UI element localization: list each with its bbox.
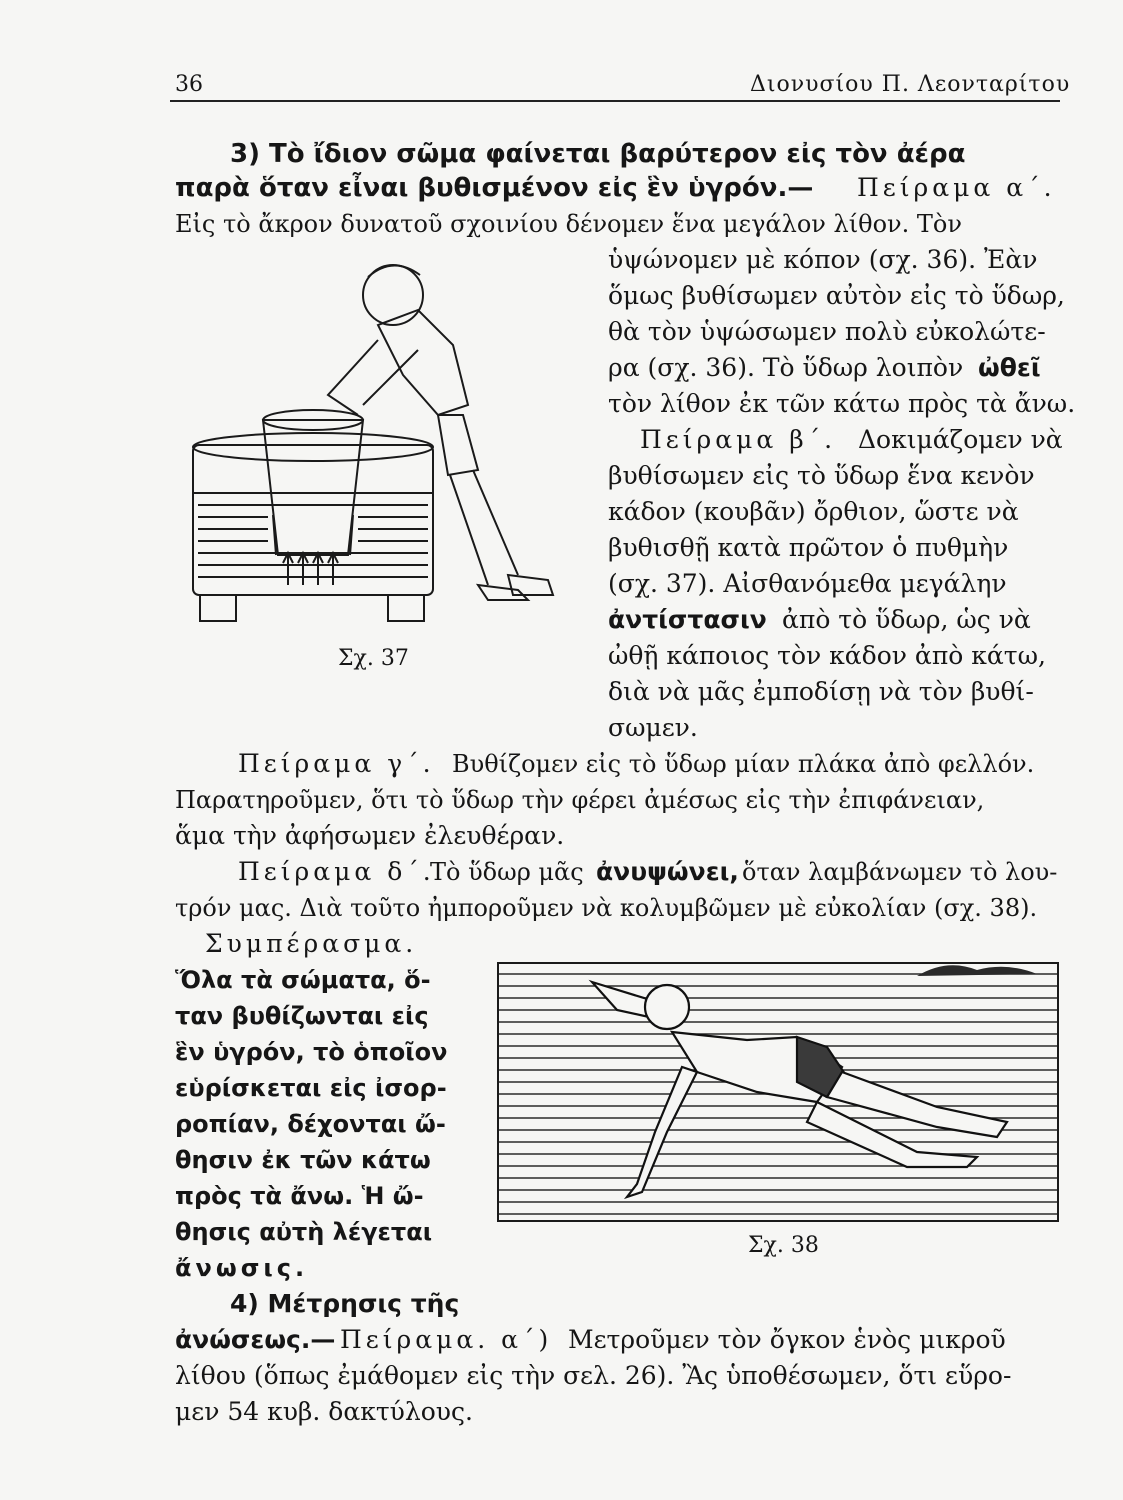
figure-37-illustration	[188, 255, 573, 625]
text-line: Πείραμα β΄.	[640, 425, 837, 454]
text-line: Ὅλα τὰ σώματα, ὅ-	[175, 966, 431, 994]
text-line: Πείραμα α΄.	[857, 173, 1056, 202]
text-line: λίθου (ὅπως ἐμάθομεν εἰς τὴν σελ. 26). Ἂς ὑποθέσωμεν, ὅτι εὕρο-	[175, 1361, 1012, 1390]
text-line: Παρατηροῦμεν, ὅτι τὸ ὕδωρ τὴν φέρει ἀμέσως εἰς τὴν ἐπιφάνειαν,	[175, 786, 985, 814]
text-line: ἀπὸ τὸ ὕδωρ, ὡς νὰ	[782, 605, 1031, 634]
text-line: ὠθεῖ	[978, 353, 1041, 382]
text-line: παρὰ ὅταν εἶναι βυθισμένον εἰς ἓν ὑγρόν.—	[175, 173, 814, 203]
text-line: μεν 54 κυβ. δακτύλους.	[175, 1397, 473, 1426]
text-line: (σχ. 37). Αἰσθανόμεθα μεγάλην	[608, 569, 1007, 598]
text-line: Δοκιμάζομεν νὰ	[858, 425, 1063, 454]
text-line: σωμεν.	[608, 713, 698, 742]
text-line: 4) Μέτρησις τῆς	[230, 1289, 460, 1318]
text-line: ἓν ὑγρόν, τὸ ὁποῖον	[175, 1038, 448, 1066]
running-header-author: Διονυσίου Π. Λεονταρίτου	[750, 72, 1071, 97]
text-line: θὰ τὸν ὑψώσωμεν πολὺ εὐκολώτε-	[608, 317, 1046, 346]
text-line: Τὸ ὕδωρ μᾶς	[430, 858, 584, 886]
header-rule	[170, 100, 1060, 102]
figure-38-illustration	[497, 962, 1059, 1222]
text-line: 3) Τὸ ἴδιον σῶμα φαίνεται βαρύτερον εἰς τὸν ἀέρα	[230, 139, 966, 169]
text-line: ἀνυψώνει,	[596, 857, 739, 886]
text-line: βυθισθῇ κατὰ πρῶτον ὁ πυθμὴν	[608, 533, 1009, 562]
text-line: κάδον (κουβᾶν) ὄρθιον, ὥστε νὰ	[608, 497, 1019, 526]
figure-38-caption: Σχ. 38	[748, 1233, 819, 1258]
text-line: Μετροῦμεν τὸν ὄγκον ἑνὸς μικροῦ	[568, 1325, 1006, 1354]
text-line: Πείραμα γ΄.	[238, 749, 435, 778]
page-number: 36	[175, 72, 203, 97]
text-line: τρόν μας. Διὰ τοῦτο ἠμποροῦμεν νὰ κολυμβῶμεν μὲ εὐκολίαν (σχ. 38).	[175, 894, 1038, 922]
text-line: θησιν ἐκ τῶν κάτω	[175, 1146, 431, 1174]
text-line: εὑρίσκεται εἰς ἰσορ-	[175, 1074, 447, 1102]
text-line: θησις αὐτὴ λέγεται	[175, 1218, 433, 1246]
text-line: ὑψώνομεν μὲ κόπον (σχ. 36). Ἐὰν	[608, 245, 1038, 274]
text-line: ἀντίστασιν	[608, 605, 767, 634]
text-line: ὅταν λαμβάνωμεν τὸ λου-	[742, 858, 1058, 886]
text-line: ἄνωσις.	[175, 1254, 309, 1282]
figure-37-caption: Σχ. 37	[338, 646, 409, 671]
text-line: Πείραμα. α΄)	[340, 1325, 553, 1354]
text-line: Εἰς τὸ ἄκρον δυνατοῦ σχοινίου δένομεν ἕνα μεγάλον λίθον. Τὸν	[175, 210, 962, 238]
text-line: πρὸς τὰ ἄνω. Ἡ ὤ-	[175, 1182, 424, 1210]
text-line: Πείραμα δ΄.	[238, 857, 435, 886]
text-line: ὠθῇ κάποιος τὸν κάδον ἀπὸ κάτω,	[608, 641, 1046, 670]
text-line: Συμπέρασμα.	[205, 929, 418, 958]
text-line: ἅμα τὴν ἀφήσωμεν ἐλευθέραν.	[175, 821, 565, 850]
text-line: βυθίσωμεν εἰς τὸ ὕδωρ ἕνα κενὸν	[608, 461, 1035, 490]
text-line: ταν βυθίζωνται εἰς	[175, 1002, 429, 1030]
text-line: ροπίαν, δέχονται ὤ-	[175, 1110, 446, 1138]
text-line: διὰ νὰ μᾶς ἐμποδίσῃ νὰ τὸν βυθί-	[608, 677, 1034, 706]
text-line: ρα (σχ. 36). Τὸ ὕδωρ λοιπὸν	[608, 353, 964, 382]
text-line: ὅμως βυθίσωμεν αὐτὸν εἰς τὸ ὕδωρ,	[608, 281, 1065, 310]
text-line: τὸν λίθον ἐκ τῶν κάτω πρὸς τὰ ἄνω.	[608, 389, 1076, 418]
text-line: Βυθίζομεν εἰς τὸ ὕδωρ μίαν πλάκα ἀπὸ φελλόν.	[452, 750, 1035, 778]
text-line: ἀνώσεως.—	[175, 1325, 336, 1354]
